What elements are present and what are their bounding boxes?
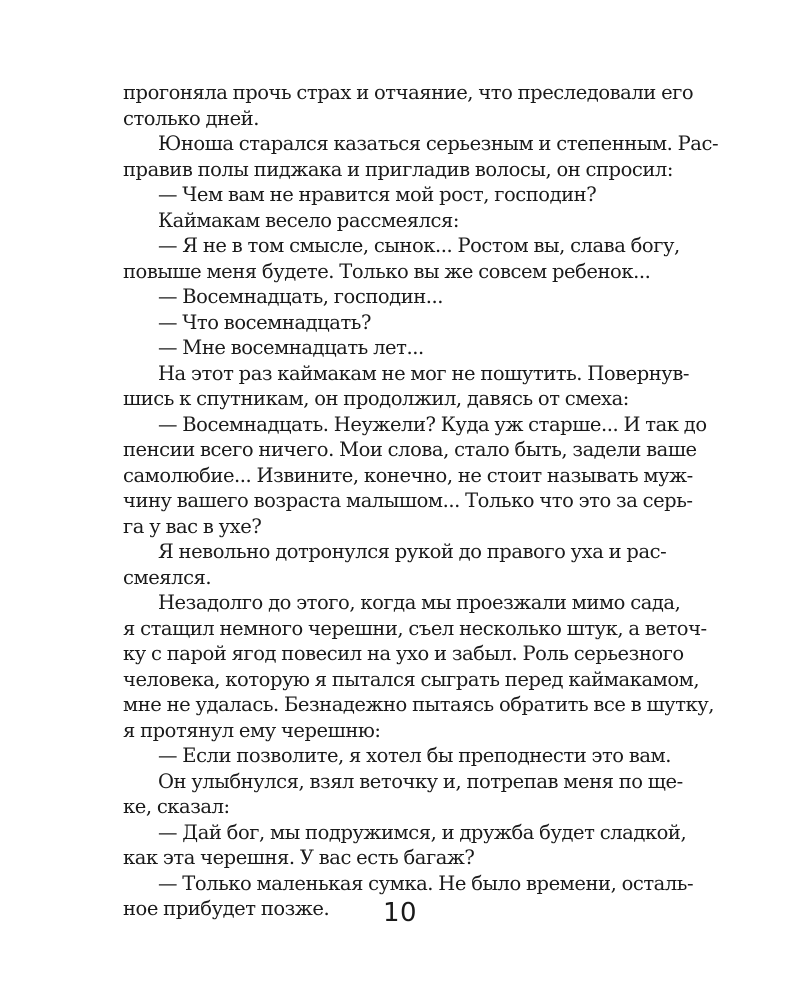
text-line: я стащил немного черешни, съел несколько штук, а веточ- bbox=[123, 616, 707, 640]
text-line: ку с парой ягод повесил на ухо и забыл. Роль серьезного bbox=[123, 642, 684, 665]
text-line: Незадолго до этого, когда мы проезжали мимо сада, bbox=[158, 591, 681, 614]
body-text bbox=[123, 80, 719, 922]
text-line: самолюбие... Извините, конечно, не стоит называть муж- bbox=[123, 463, 693, 487]
page-number: 10 bbox=[382, 898, 418, 928]
text-line: смеялся. bbox=[123, 565, 212, 589]
text-line: Он улыбнулся, взял веточку и, потрепав меня по ще- bbox=[158, 769, 683, 793]
text-line: — Восемнадцать. Неужели? Куда уж старше... И так до bbox=[158, 412, 707, 436]
text-line: пенсии всего ничего. Мои слова, стало быть, задели ваше bbox=[123, 438, 697, 461]
text-line: га у вас в ухе? bbox=[123, 514, 262, 538]
text-line: — Дай бог, мы подружимся, и дружба будет сладкой, bbox=[158, 820, 687, 844]
text-line: — Восемнадцать, господин... bbox=[158, 285, 444, 308]
text-line: — Мне восемнадцать лет... bbox=[158, 336, 424, 359]
text-line: шись к спутникам, он продолжил, давясь от смеха: bbox=[123, 387, 629, 410]
text-line: человека, которую я пытался сыграть перед каймакамом, bbox=[123, 667, 700, 691]
text-line: как эта черешня. У вас есть багаж? bbox=[123, 846, 475, 869]
text-line: — Если позволите, я хотел бы преподнести это вам. bbox=[158, 744, 672, 767]
text-line: Каймакам весело рассмеялся: bbox=[158, 208, 459, 232]
text-line: Юноша старался казаться серьезным и степенным. Рас- bbox=[158, 132, 719, 155]
text-line: мне не удалась. Безнадежно пытаясь обратить все в шутку, bbox=[123, 693, 715, 716]
text-line: — Я не в том смысле, сынок... Ростом вы, слава богу, bbox=[158, 234, 680, 257]
text-line: Я невольно дотронулся рукой до правого уха и рас- bbox=[158, 540, 667, 563]
text-line: На этот раз каймакам не мог не пошутить. Повернув- bbox=[158, 361, 689, 385]
text-line: правив полы пиджака и пригладив волосы, он спросил: bbox=[123, 157, 673, 181]
text-line: чину вашего возраста малышом... Только что это за серь- bbox=[123, 489, 693, 512]
text-line: ке, сказал: bbox=[123, 795, 230, 818]
text-line: — Только маленькая сумка. Не было времени, осталь- bbox=[158, 871, 694, 895]
text-line: повыше меня будете. Только вы же совсем ребенок... bbox=[123, 259, 651, 283]
text-line: ное прибудет позже. bbox=[123, 897, 330, 920]
text-line: — Чем вам не нравится мой рост, господин? bbox=[158, 183, 597, 206]
text-line: прогоняла прочь страх и отчаяние, что преследовали его bbox=[123, 81, 694, 104]
text-line: — Что восемнадцать? bbox=[158, 310, 371, 334]
text-line: столько дней. bbox=[123, 106, 259, 130]
text-line: я протянул ему черешню: bbox=[123, 718, 381, 742]
